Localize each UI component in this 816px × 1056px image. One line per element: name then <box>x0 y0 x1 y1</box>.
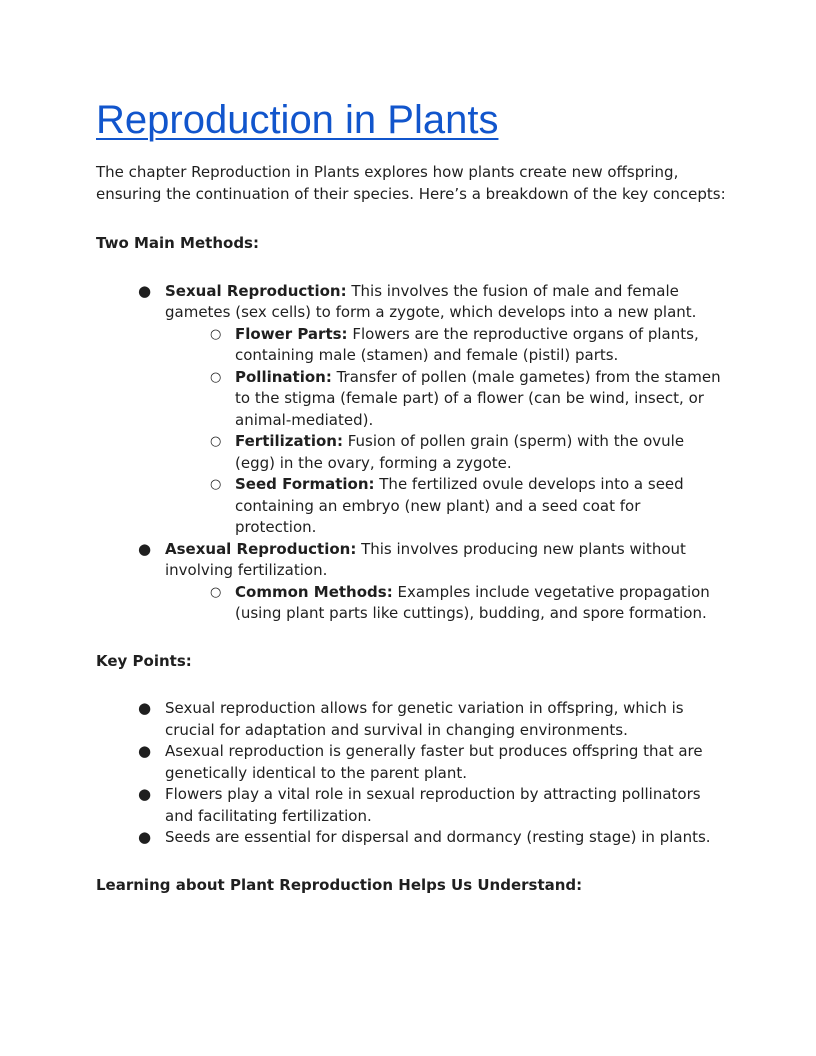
bullet-icon: ● <box>138 699 152 717</box>
list-item <box>138 741 726 784</box>
list-item <box>210 582 726 625</box>
circle-bullet-icon: ○ <box>210 584 222 600</box>
bullet-icon: ● <box>138 785 152 803</box>
bullet-icon: ● <box>138 828 152 846</box>
list-item <box>210 324 726 367</box>
method-text: This involves producing new plants without involving fertilization. <box>165 539 686 579</box>
document-page <box>96 94 726 896</box>
method-text: This involves the fusion of male and female gametes (sex cells) to form a zygote, which develops into a new plant. <box>165 281 697 321</box>
circle-bullet-icon: ○ <box>210 434 222 449</box>
sub-list <box>165 324 726 539</box>
sub-label: Fertilization: <box>235 432 343 450</box>
sub-label: Flower Parts: <box>235 324 348 343</box>
sub-text: Examples include vegetative propagation (using plant parts like cuttings), budding, and spore formation. <box>235 582 710 622</box>
sub-text: Transfer of pollen (male gametes) from the stamen to the stigma (female part) of a flower (can be wind, insect, or animal-mediated). <box>235 367 721 429</box>
key-points-list <box>96 698 726 849</box>
key-point-text: Sexual reproduction allows for genetic variation in offspring, which is crucial for adaptation and survival in changing environments. <box>165 699 684 739</box>
list-item <box>138 281 726 539</box>
sub-label: Common Methods: <box>235 582 393 601</box>
bullet-icon: ● <box>138 742 152 760</box>
circle-bullet-icon: ○ <box>210 326 222 342</box>
method-label: Sexual Reproduction: <box>165 281 347 300</box>
intro-paragraph: The chapter Reproduction in Plants explores how plants create new offspring, ensuring the continuation of their species. Here’s a breakdown of the key concepts: <box>96 163 726 203</box>
sub-text: Flowers are the reproductive organs of plants, containing male (stamen) and female (pistil) parts. <box>235 324 699 364</box>
bullet-icon: ● <box>138 539 152 558</box>
list-item <box>138 827 726 849</box>
key-point-text: Asexual reproduction is generally faster but produces offspring that are genetically identical to the parent plant. <box>165 742 703 782</box>
methods-heading: Two Main Methods: <box>96 234 259 252</box>
sub-label: Pollination: <box>235 367 332 386</box>
sub-list <box>165 582 726 625</box>
key-point-text: Flowers play a vital role in sexual reproduction by attracting pollinators and facilitating fertilization. <box>165 785 701 825</box>
learning-heading: Learning about Plant Reproduction Helps Us Understand: <box>96 875 583 894</box>
key-point-text: Seeds are essential for dispersal and dormancy (resting stage) in plants. <box>165 828 711 846</box>
list-item <box>210 431 726 474</box>
list-item <box>210 367 726 432</box>
bullet-icon: ● <box>138 281 152 300</box>
page-title[interactable]: Reproduction in Plants <box>96 98 499 142</box>
list-item <box>138 784 726 827</box>
methods-list <box>96 281 726 625</box>
sub-text: Fusion of pollen grain (sperm) with the ovule (egg) in the ovary, forming a zygote. <box>235 432 685 472</box>
circle-bullet-icon: ○ <box>210 369 222 385</box>
sub-label: Seed Formation: <box>235 475 375 493</box>
circle-bullet-icon: ○ <box>210 477 222 492</box>
method-label: Asexual Reproduction: <box>165 539 357 558</box>
list-item <box>138 698 726 741</box>
list-item <box>210 474 726 539</box>
key-points-heading: Key Points: <box>96 651 192 670</box>
sub-text: The fertilized ovule develops into a seed containing an embryo (new plant) and a seed coat for protection. <box>235 475 684 536</box>
list-item <box>138 539 726 625</box>
